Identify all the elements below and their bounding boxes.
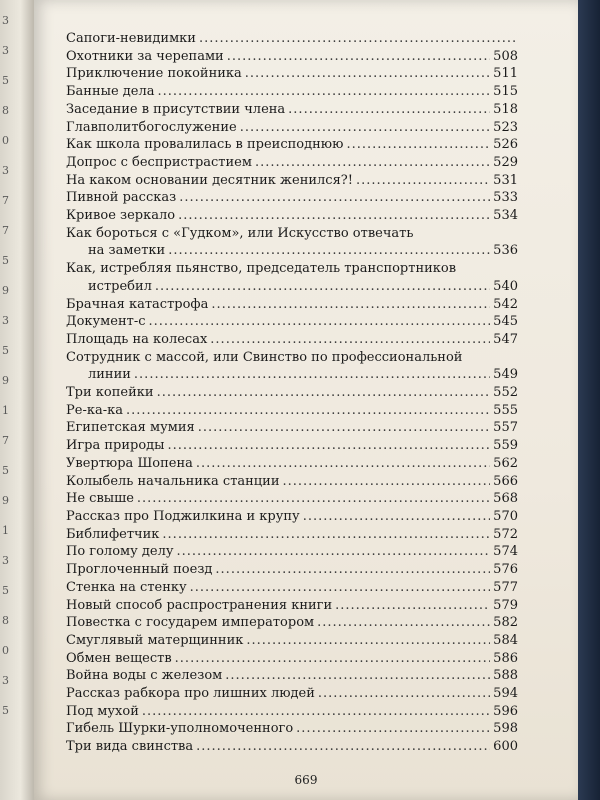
dot-leader bbox=[126, 402, 490, 420]
toc-entry[interactable] bbox=[66, 225, 518, 260]
toc-entry-line bbox=[66, 313, 518, 331]
toc-entry[interactable] bbox=[66, 614, 518, 632]
ghost-character: 3 bbox=[2, 164, 9, 177]
toc-entry-title: Брачная катастрофа bbox=[66, 296, 209, 312]
toc-entry-title: Стенка на стенку bbox=[66, 579, 187, 595]
dot-leader bbox=[157, 384, 491, 402]
toc-entry-title: Рассказ рабкора про лишних людей bbox=[66, 686, 315, 702]
toc-entry-line bbox=[66, 331, 518, 349]
toc-entry[interactable] bbox=[66, 490, 518, 508]
toc-entry-title: Не свыше bbox=[66, 491, 134, 507]
toc-entry-title: Сапоги-невидимки bbox=[66, 31, 196, 46]
toc-page-number: 594 bbox=[493, 686, 518, 702]
toc-entry-line bbox=[66, 526, 518, 544]
toc-page-number: 559 bbox=[493, 438, 518, 454]
toc-entry-line bbox=[66, 720, 518, 738]
dot-leader bbox=[255, 154, 490, 172]
toc-entry[interactable] bbox=[66, 260, 518, 295]
dot-leader bbox=[335, 597, 490, 615]
toc-page-number: 576 bbox=[493, 562, 518, 578]
toc-page-number: 584 bbox=[493, 632, 518, 648]
dot-leader bbox=[211, 296, 490, 314]
toc-entry[interactable] bbox=[66, 296, 518, 314]
ghost-character: 5 bbox=[2, 344, 9, 357]
toc-page-number: 533 bbox=[493, 190, 518, 206]
toc-entry-title: Ре-ка-ка bbox=[66, 402, 123, 418]
ghost-character: 3 bbox=[2, 314, 9, 327]
toc-entry-line bbox=[66, 30, 518, 48]
toc-page-number: 600 bbox=[493, 739, 518, 755]
toc-entry-line bbox=[66, 207, 518, 225]
toc-entry-line bbox=[66, 667, 518, 685]
dot-leader bbox=[210, 331, 490, 349]
toc-entry-continuation bbox=[66, 366, 518, 384]
dot-leader bbox=[196, 455, 490, 473]
table-of-contents bbox=[66, 30, 518, 756]
toc-entry-line bbox=[66, 101, 518, 119]
dot-leader bbox=[246, 632, 490, 650]
toc-entry-line bbox=[66, 437, 518, 455]
toc-entry[interactable] bbox=[66, 313, 518, 331]
toc-entry[interactable] bbox=[66, 384, 518, 402]
toc-entry[interactable] bbox=[66, 738, 518, 756]
toc-entry-line bbox=[66, 48, 518, 66]
toc-page-number: 562 bbox=[493, 455, 518, 471]
toc-page-number: 568 bbox=[493, 491, 518, 507]
toc-entry[interactable] bbox=[66, 473, 518, 491]
toc-entry-line bbox=[66, 172, 518, 190]
toc-entry-line bbox=[66, 260, 518, 278]
toc-page-number: 523 bbox=[493, 119, 518, 135]
dot-leader bbox=[346, 136, 490, 154]
toc-page-number: 536 bbox=[493, 243, 518, 259]
toc-page-number: 570 bbox=[493, 508, 518, 524]
toc-entry-title: на заметки bbox=[88, 243, 166, 259]
toc-entry[interactable] bbox=[66, 526, 518, 544]
toc-entry[interactable] bbox=[66, 83, 518, 101]
toc-entry-line bbox=[66, 490, 518, 508]
dot-leader bbox=[288, 101, 490, 119]
toc-entry-title: Смуглявый матерщинник bbox=[66, 632, 244, 648]
toc-page-number: 547 bbox=[493, 331, 518, 347]
toc-entry-title: Под мухой bbox=[66, 703, 139, 719]
dot-leader bbox=[283, 473, 491, 491]
toc-entry-title: линии bbox=[88, 367, 131, 383]
toc-entry-line bbox=[66, 225, 518, 243]
toc-entry[interactable] bbox=[66, 455, 518, 473]
toc-page-number: 511 bbox=[493, 66, 518, 82]
toc-entry-line bbox=[66, 296, 518, 314]
dot-leader bbox=[227, 48, 490, 66]
toc-page-number: 529 bbox=[493, 154, 518, 170]
toc-entry-title: Заседание в присутствии члена bbox=[66, 101, 286, 117]
toc-entry-line bbox=[66, 154, 518, 172]
toc-page-number: 552 bbox=[493, 385, 518, 401]
dot-leader bbox=[356, 172, 490, 190]
dot-leader bbox=[196, 738, 490, 756]
toc-entry-line bbox=[66, 508, 518, 526]
dot-leader bbox=[179, 189, 490, 207]
toc-entry-line bbox=[66, 83, 518, 101]
dot-leader bbox=[177, 543, 491, 561]
toc-entry[interactable] bbox=[66, 65, 518, 83]
dot-leader bbox=[190, 579, 491, 597]
toc-entry-title: Увертюра Шопена bbox=[66, 455, 193, 471]
toc-entry[interactable] bbox=[66, 402, 518, 420]
toc-entry-title: Рассказ про Поджилкина и крупу bbox=[66, 508, 300, 524]
toc-page-number: 531 bbox=[493, 172, 518, 188]
ghost-character: 5 bbox=[2, 584, 9, 597]
toc-entry-line bbox=[66, 738, 518, 756]
toc-entry[interactable] bbox=[66, 207, 518, 225]
toc-page-number: 579 bbox=[493, 597, 518, 613]
toc-page-number: 515 bbox=[493, 84, 518, 100]
dot-leader bbox=[134, 366, 490, 384]
ghost-character: 3 bbox=[2, 14, 9, 27]
left-page-edge bbox=[0, 0, 34, 800]
toc-page-number: 588 bbox=[493, 668, 518, 684]
toc-entry-line bbox=[66, 614, 518, 632]
toc-entry-title: Гибель Шурки-уполномоченного bbox=[66, 721, 294, 737]
toc-entry[interactable] bbox=[66, 172, 518, 190]
toc-entry[interactable] bbox=[66, 720, 518, 738]
dot-leader bbox=[198, 419, 490, 437]
toc-page-number: 574 bbox=[493, 544, 518, 560]
toc-entry-title: Площадь на колесах bbox=[66, 331, 208, 347]
toc-entry[interactable] bbox=[66, 650, 518, 668]
toc-entry-line bbox=[66, 632, 518, 650]
toc-entry[interactable] bbox=[66, 667, 518, 685]
toc-entry[interactable] bbox=[66, 437, 518, 455]
ghost-character: 8 bbox=[2, 104, 9, 117]
dot-leader bbox=[245, 65, 490, 83]
dot-leader bbox=[199, 30, 515, 48]
toc-page-number: 549 bbox=[493, 367, 518, 383]
toc-entry-line bbox=[66, 402, 518, 420]
toc-entry[interactable] bbox=[66, 119, 518, 137]
toc-entry[interactable] bbox=[66, 30, 518, 48]
toc-entry[interactable] bbox=[66, 685, 518, 703]
toc-entry-title: По голому делу bbox=[66, 544, 174, 560]
dot-leader bbox=[303, 508, 490, 526]
dot-leader bbox=[155, 278, 490, 296]
toc-page-number: 534 bbox=[493, 208, 518, 224]
toc-entry-title: Допрос с беспристрастием bbox=[66, 154, 252, 170]
toc-entry-title: Как, истребляя пьянство, председатель транспортников bbox=[66, 261, 457, 277]
ghost-character: 9 bbox=[2, 374, 9, 387]
toc-entry[interactable] bbox=[66, 703, 518, 721]
toc-entry[interactable] bbox=[66, 561, 518, 579]
ghost-character: 8 bbox=[2, 614, 9, 627]
toc-entry-title: Главполитбогослужение bbox=[66, 119, 237, 135]
toc-entry-line bbox=[66, 136, 518, 154]
toc-entry-line bbox=[66, 455, 518, 473]
ghost-character: 5 bbox=[2, 704, 9, 717]
toc-page-number: 545 bbox=[493, 314, 518, 330]
toc-entry[interactable] bbox=[66, 48, 518, 66]
toc-page-number: 596 bbox=[493, 703, 518, 719]
toc-entry-continuation bbox=[66, 278, 518, 296]
toc-entry-line bbox=[66, 473, 518, 491]
ghost-character: 0 bbox=[2, 644, 9, 657]
toc-entry-title: Колыбель начальника станции bbox=[66, 473, 280, 489]
toc-page-number: 555 bbox=[493, 402, 518, 418]
ghost-character: 5 bbox=[2, 74, 9, 87]
toc-entry[interactable] bbox=[66, 508, 518, 526]
toc-entry[interactable] bbox=[66, 101, 518, 119]
toc-entry-title: Пивной рассказ bbox=[66, 190, 177, 206]
ghost-character: 9 bbox=[2, 494, 9, 507]
ghost-character: 5 bbox=[2, 464, 9, 477]
dot-leader bbox=[137, 490, 490, 508]
dot-leader bbox=[317, 614, 490, 632]
toc-entry-line bbox=[66, 119, 518, 137]
toc-entry-title: Охотники за черепами bbox=[66, 48, 224, 64]
toc-entry-line bbox=[66, 189, 518, 207]
toc-entry[interactable] bbox=[66, 154, 518, 172]
toc-entry[interactable] bbox=[66, 136, 518, 154]
toc-entry-line bbox=[66, 349, 518, 367]
toc-entry-title: Документ-с bbox=[66, 314, 146, 330]
toc-page-number: 572 bbox=[493, 526, 518, 542]
toc-entry-line bbox=[66, 65, 518, 83]
ghost-character: 9 bbox=[2, 284, 9, 297]
toc-entry-title: Сотрудник с массой, или Свинство по профессиональной bbox=[66, 349, 463, 365]
toc-entry-title: Приключение покойника bbox=[66, 66, 242, 82]
toc-page-number: 598 bbox=[493, 721, 518, 737]
ghost-character: 7 bbox=[2, 434, 9, 447]
toc-entry-title: Война воды с железом bbox=[66, 668, 223, 684]
book-page bbox=[34, 0, 578, 800]
dot-leader bbox=[240, 119, 490, 137]
toc-page-number: 582 bbox=[493, 615, 518, 631]
dot-leader bbox=[158, 83, 491, 101]
toc-page-number: 518 bbox=[493, 101, 518, 117]
toc-entry-title: Обмен веществ bbox=[66, 650, 172, 666]
toc-entry-line bbox=[66, 419, 518, 437]
dot-leader bbox=[168, 437, 491, 455]
toc-page-number: 542 bbox=[493, 296, 518, 312]
toc-entry-title: Кривое зеркало bbox=[66, 208, 176, 224]
toc-entry-line bbox=[66, 703, 518, 721]
toc-entry-line bbox=[66, 685, 518, 703]
toc-entry[interactable] bbox=[66, 579, 518, 597]
toc-entry-title: Как бороться с «Гудком», или Искусство отвечать bbox=[66, 225, 414, 241]
toc-page-number: 586 bbox=[493, 650, 518, 666]
toc-entry-title: Египетская мумия bbox=[66, 420, 195, 436]
ghost-character: 0 bbox=[2, 134, 9, 147]
dot-leader bbox=[178, 207, 490, 225]
toc-entry-line bbox=[66, 650, 518, 668]
ghost-character: 1 bbox=[2, 524, 9, 537]
toc-entry-title: Повестка с государем императором bbox=[66, 615, 315, 631]
dot-leader bbox=[168, 242, 490, 260]
toc-page-number: 526 bbox=[493, 137, 518, 153]
toc-entry-title: Проглоченный поезд bbox=[66, 562, 213, 578]
toc-entry-title: Три вида свинства bbox=[66, 739, 194, 755]
dot-leader bbox=[296, 720, 490, 738]
toc-entry[interactable] bbox=[66, 419, 518, 437]
ghost-character: 3 bbox=[2, 44, 9, 57]
toc-entry[interactable] bbox=[66, 632, 518, 650]
ghost-character: 1 bbox=[2, 404, 9, 417]
toc-entry-title: истребил bbox=[88, 278, 152, 294]
page-number: 669 bbox=[294, 773, 318, 787]
toc-page-number: 508 bbox=[493, 48, 518, 64]
toc-entry[interactable] bbox=[66, 349, 518, 384]
toc-page-number: 540 bbox=[493, 278, 518, 294]
toc-entry[interactable] bbox=[66, 189, 518, 207]
toc-entry[interactable] bbox=[66, 543, 518, 561]
toc-entry-title: Три копейки bbox=[66, 385, 154, 401]
toc-entry-line bbox=[66, 561, 518, 579]
ghost-character: 3 bbox=[2, 674, 9, 687]
toc-entry-continuation bbox=[66, 242, 518, 260]
toc-entry-line bbox=[66, 597, 518, 615]
toc-page-number: 557 bbox=[493, 420, 518, 436]
dot-leader bbox=[162, 526, 490, 544]
toc-entry-title: На каком основании десятник женился?! bbox=[66, 172, 353, 188]
toc-page-number: 577 bbox=[493, 579, 518, 595]
toc-entry-title: Новый способ распространения книги bbox=[66, 597, 333, 613]
ghost-character: 7 bbox=[2, 224, 9, 237]
toc-entry-line bbox=[66, 543, 518, 561]
toc-entry[interactable] bbox=[66, 597, 518, 615]
book-cover-edge bbox=[578, 0, 600, 800]
toc-page-number: 566 bbox=[493, 473, 518, 489]
toc-entry-title: Как школа провалилась в преисподнюю bbox=[66, 137, 344, 153]
toc-entry-title: Библифетчик bbox=[66, 526, 160, 542]
dot-leader bbox=[149, 313, 491, 331]
toc-entry-line bbox=[66, 384, 518, 402]
ghost-character: 3 bbox=[2, 554, 9, 567]
dot-leader bbox=[175, 650, 491, 668]
dot-leader bbox=[142, 703, 490, 721]
dot-leader bbox=[318, 685, 490, 703]
dot-leader bbox=[215, 561, 490, 579]
toc-entry-title: Банные дела bbox=[66, 84, 155, 100]
toc-entry[interactable] bbox=[66, 331, 518, 349]
ghost-character: 7 bbox=[2, 194, 9, 207]
dot-leader bbox=[225, 667, 490, 685]
toc-entry-title: Игра природы bbox=[66, 438, 165, 454]
toc-entry-line bbox=[66, 579, 518, 597]
ghost-character: 5 bbox=[2, 254, 9, 267]
